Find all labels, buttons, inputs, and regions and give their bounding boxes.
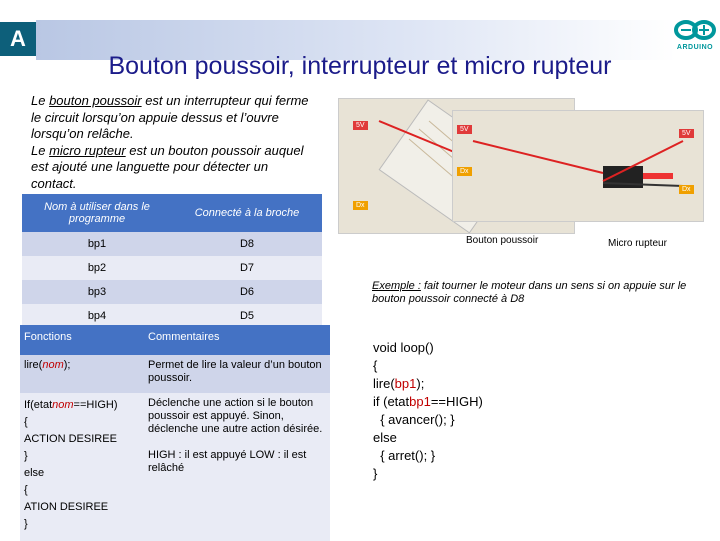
- micro-rupteur-term: micro rupteur: [49, 142, 126, 158]
- intro-paragraph: Le bouton poussoir est un interrupteur qui ferme le circuit lorsqu’on appuie dessus et l’ouvre lorsqu’on relâche. Le micro rupteur est un bouton poussoir auquel est ajouté une languette pour détecter un contact.: [31, 93, 309, 191]
- micro-switch-caption: Micro rupteur: [608, 238, 667, 249]
- label-5v: 5V: [457, 125, 472, 134]
- table-row: [20, 355, 330, 393]
- cell-pin: D8: [172, 232, 322, 256]
- table-row: [22, 256, 322, 280]
- cell-name: bp4: [22, 304, 172, 328]
- cell-pin: D7: [172, 256, 322, 280]
- if-function-cell: If(etatnom==HIGH) { ACTION DESIREE } else { ATION DESIREE }: [20, 393, 144, 541]
- pin-table: [22, 194, 322, 328]
- label-5v: 5V: [679, 129, 694, 138]
- label-5v: 5V: [353, 121, 368, 130]
- pin-table-header-name: Nom à utiliser dans le programme: [22, 194, 172, 232]
- bouton-poussoir-term: bouton poussoir: [49, 93, 142, 108]
- logo: A: [0, 22, 36, 56]
- arduino-brand-text: ARDUINO: [676, 44, 714, 51]
- read-comment-cell: Permet de lire la valeur d’un bouton poussoir.: [144, 355, 330, 393]
- cell-pin: D5: [172, 304, 322, 328]
- comments-header: Commentaires: [144, 325, 330, 355]
- example-text: Exemple : fait tourner le moteur dans un sens si on appuie sur le bouton poussoir connecté à D8: [372, 280, 687, 305]
- code-block: void loop() { lire(bp1); if (etatbp1==HIGH) { avancer(); } else { arret(); } }: [373, 340, 483, 481]
- micro-switch-illustration: [453, 111, 703, 221]
- table-row: [22, 280, 322, 304]
- label-dx: Dx: [457, 167, 472, 176]
- cell-name: bp3: [22, 280, 172, 304]
- label-dx: Dx: [353, 201, 368, 210]
- page-title: Bouton poussoir, interrupteur et micro rupteur: [108, 52, 612, 80]
- label-dx: Dx: [679, 185, 694, 194]
- cell-pin: D6: [172, 280, 322, 304]
- table-row: [20, 393, 330, 541]
- read-function-cell: lire(nom);: [20, 355, 144, 393]
- table-row: [22, 232, 322, 256]
- pin-table-header-pin: Connecté à la broche: [172, 194, 322, 232]
- micro-switch-photo: [452, 110, 704, 222]
- functions-header: Fonctions: [20, 325, 144, 355]
- if-comment-cell: Déclenche une action si le bouton poussoir est appuyé. Sinon, déclenche une autre action désirée. HIGH : il est appuyé LOW : il est relâché: [144, 393, 330, 541]
- push-button-caption: Bouton poussoir: [466, 235, 539, 246]
- cell-name: bp1: [22, 232, 172, 256]
- functions-table: [20, 325, 330, 541]
- cell-name: bp2: [22, 256, 172, 280]
